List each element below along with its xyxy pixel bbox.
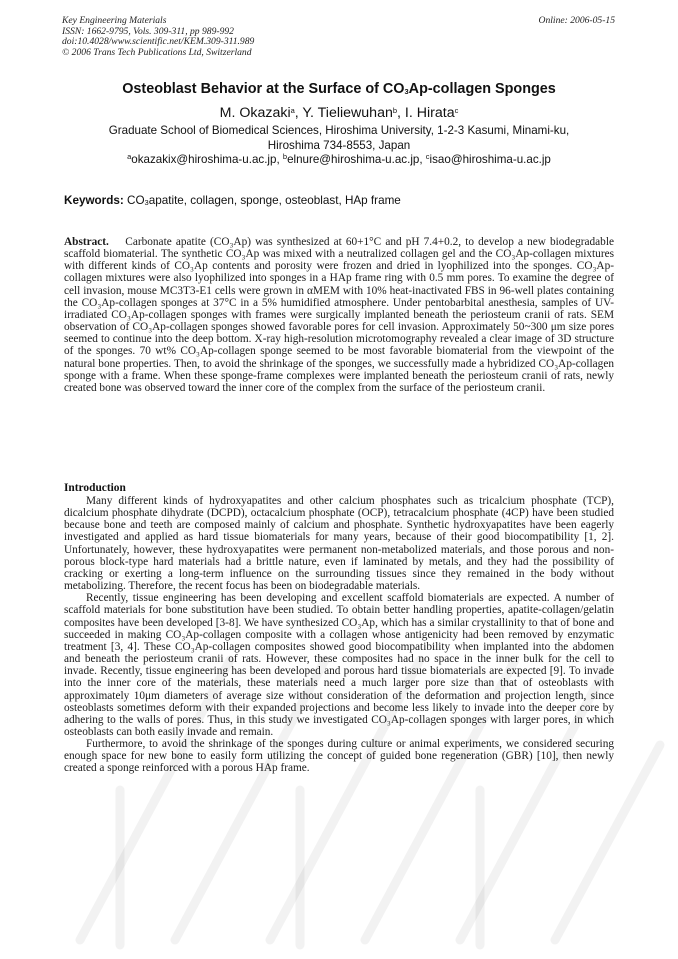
author-name: I. Hirata <box>404 105 455 121</box>
email-link[interactable]: okazakix@hiroshima-u.ac.jp <box>131 153 277 166</box>
keywords <box>64 194 618 208</box>
email-list <box>58 153 620 168</box>
keywords-subscript: 3 <box>144 198 149 207</box>
email-link[interactable]: isao@hiroshima-u.ac.jp <box>429 153 551 166</box>
author-name: M. Okazaki <box>219 105 291 121</box>
keywords-label: Keywords: <box>64 194 124 207</box>
author <box>302 105 405 121</box>
online-date: Online: 2006-05-15 <box>538 15 615 26</box>
author-mark: b <box>392 106 398 115</box>
paper-title <box>40 80 638 98</box>
journal-name: Key Engineering Materials <box>62 15 167 26</box>
author-list <box>40 105 638 122</box>
email-link[interactable]: elnure@hiroshima-u.ac.jp <box>287 153 420 166</box>
email-mark: a <box>127 152 132 161</box>
abstract <box>64 236 614 394</box>
journal-doi[interactable]: doi:10.4028/www.scientific.net/KEM.309-311.989 <box>62 36 255 48</box>
author-separator: , <box>294 105 303 121</box>
keywords-co: CO <box>123 194 145 207</box>
email-mark: c <box>425 152 430 161</box>
affiliation <box>58 124 620 168</box>
author <box>220 105 303 121</box>
title-text-pre: Osteoblast Behavior at the Surface of CO <box>122 81 405 97</box>
paragraph: Many different kinds of hydroxyapatites and other calcium phosphates such as tricalcium phosphate (TCP), dicalcium phosphate dihydrate (DCPD), octacalcium phosphate (OCP), tetracalcium phosphate (4CP) have been studied because bone and teeth are composed mainly of calcium and phosphate. Synthetic hydroxyapatites have been eagerly investigated and applied as hard tissue biomaterials for many years, because of their good biocompatibility [1, 2]. Unfortunately, however, these hydroxyapatites were permanent non-metabolized materials, and those porous and non-porous block-type hard materials had a brittle nature, even if laminated by metals, and they had the possibility of cracking or exerting a long-term influence on the surrounding tissues since they remained in the body without metabolizing. Therefore, the recent focus has been on biodegradable materials. <box>64 495 614 593</box>
author-mark: c <box>454 106 459 115</box>
journal-header <box>62 16 382 58</box>
abstract-label: Abstract. <box>64 236 109 248</box>
keywords-list: apatite, collagen, sponge, osteoblast, HAp frame <box>148 194 401 207</box>
title-text-post: Ap-collagen Sponges <box>408 81 556 97</box>
email-separator: , <box>419 153 426 166</box>
affiliation-line-2: Hiroshima 734-8553, Japan <box>267 138 411 152</box>
affiliation-line-1: Graduate School of Biomedical Sciences, Hiroshima University, 1-2-3 Kasumi, Minami-ku, <box>108 124 570 137</box>
email-separator: , <box>276 153 283 166</box>
email-mark: b <box>282 152 288 161</box>
title-subscript: 3 <box>404 87 409 96</box>
introduction-body <box>64 495 614 775</box>
author-name: Y. Tieliewuhan <box>302 105 393 121</box>
journal-issn: ISSN: 1662-9795, Vols. 309-311, pp 989-992 <box>62 25 234 37</box>
author <box>405 105 458 121</box>
journal-copyright: © 2006 Trans Tech Publications Ltd, Switzerland <box>62 46 252 58</box>
author-separator: , <box>397 105 405 121</box>
abstract-text: Carbonate apatite (CO₃Ap) was synthesized at 60+1°C and pH 7.4+0.2, to develop a new biodegradable scaffold biomaterial. The synthetic CO₃Ap was mixed with a neutralized collagen gel and the CO₃Ap-collagen mixtures with different kinds of CO₃Ap contents and porosity were frozen and dried in lyophilized into the sponges. CO₃Ap-collagen mixtures were also lyophilized into sponges in a HAp frame ring with 0.5 mm pores. To examine the degree of cell invasion, mouse MC3T3-E1 cells were grown in αMEM with 10% heat-inactivated FBS in 96-well plates containing the CO₃Ap-collagen sponges at 37°C in a 5% humidified atmosphere. Under pentobarbital anesthesia, samples of UV-irradiated CO₃Ap-collagen sponges with frames were surgically implanted beneath the periosteum cranii of rats. SEM observation of CO₃Ap-collagen sponges showed favorable pores for cell invasion. Approximately 50~300 μm size pores seemed to continue into the deep bottom. X-ray high-resolution microtomography revealed a clear image of 3D structure of the sponges. 70 wt% CO₃Ap-collagen sponge seemed to be most favorable biomaterial from the viewpoint of the natural bone properties. Then, to avoid the shrinkage of the sponges, we successfully made a hybridized CO₃Ap-collagen sponge with a frame. When these sponge-frame complexes were implanted beneath the periosteum cranii of rats, newly created bone was observed toward the inner core of the complex from the surface of the periosteum cranii. <box>64 236 614 394</box>
paragraph: Furthermore, to avoid the shrinkage of the sponges during culture or animal experiments, we considered securing enough space for new bone to easily form utilizing the concept of guided bone regeneration (GBR) [10], then newly created a sponge reinforced with a porous HAp frame. <box>64 738 614 775</box>
section-heading-introduction: Introduction <box>64 482 126 494</box>
author-mark: a <box>290 106 295 115</box>
paragraph: Recently, tissue engineering has been developing and excellent scaffold biomaterials are expected. A number of scaffold materials for bone substitution have been studied. To obtain better handling properties, apatite-collagen/gelatin composites have been developed [3-8]. We have synthesized CO₃Ap, which has a similar crystallinity to that of bone and succeeded in making CO₃Ap-collagen composite with a collagen whose antigenicity had been removed by enzymatic treatment [3, 4]. These CO₃Ap-collagen composites showed good biocompatibility when implanted into the abdomen and beneath the periosteum cranii of rats. However, these composites had no space in the inner bulk for the cell to invade. Recently, tissue engineering has been developed and porous hard tissue biomaterials are expected [9]. To invade into the inner core of the materials, these materials need a much larger pore size than that of osteoblasts with approximately 10μm diameters of average size without consideration of the deformation and projection length, since osteoblasts sometimes deform with their expanded projections and become less likely to invade into the deeper core by adhering to the walls of pores. Thus, in this study we investigated CO₃Ap-collagen sponges with larger pores, in which osteoblasts can both easily invade and remain. <box>64 592 614 738</box>
